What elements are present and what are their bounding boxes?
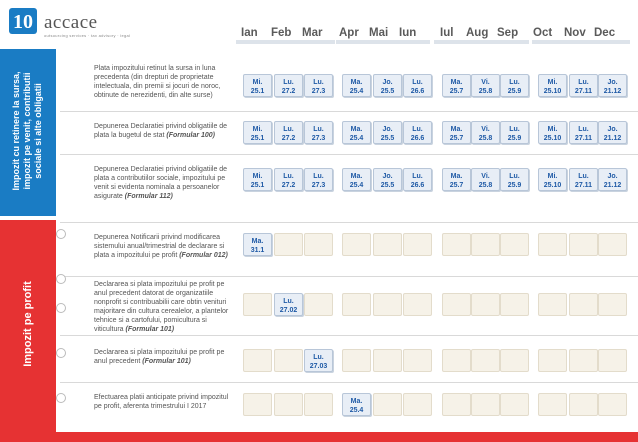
deadline-date: 27.03 (309, 363, 328, 370)
deadline-date: 27.11 (574, 88, 593, 95)
deadline-weekday: Jo. (382, 126, 393, 133)
deadline-date: 25.5 (380, 135, 395, 142)
deadline-weekday: Vi. (481, 126, 490, 133)
deadline-weekday: Mi. (547, 173, 558, 180)
deadline-cell (403, 74, 432, 97)
empty-cell (471, 233, 500, 256)
deadline-cell (373, 168, 402, 191)
obligation-text: Declararea si plata impozitului pe profit pe anul precedent datorat de organizatiile nonprofit si contribuabilii care obtin venituri majoritare din cultura cerealelor, a plantelor tehnice si a cartofului, pomicultura si viticultura (94, 281, 229, 333)
month-label: Feb (271, 27, 292, 39)
deadline-cell (373, 121, 402, 144)
deadline-date: 25.8 (478, 88, 493, 95)
deadline-cell (342, 168, 371, 191)
deadline-cell (274, 74, 303, 97)
footer-bar (0, 432, 638, 442)
section-withholding-title (6, 47, 50, 215)
empty-cell (538, 293, 567, 316)
empty-cell (243, 293, 272, 316)
deadline-weekday: Jo. (382, 79, 393, 86)
deadline-weekday: Jo. (607, 79, 618, 86)
deadline-weekday: Lu. (283, 298, 294, 305)
deadline-cell (538, 121, 567, 144)
deadline-weekday: Lu. (578, 79, 589, 86)
deadline-cell (471, 74, 500, 97)
empty-cell (598, 233, 627, 256)
obligation-text: Depunerea Declaratiei privind obligatiile de plata la bugetul de stat (94, 123, 228, 139)
deadline-cell (471, 121, 500, 144)
deadline-cell (304, 349, 333, 372)
deadline-date: 25.8 (478, 135, 493, 142)
quarter-band (532, 40, 630, 44)
deadline-date: 25.10 (543, 182, 562, 189)
empty-cell (471, 293, 500, 316)
empty-cell (442, 233, 471, 256)
deadline-date: 27.3 (311, 182, 326, 189)
deadline-date: 25.4 (349, 407, 364, 414)
deadline-cell (304, 121, 333, 144)
deadline-weekday: Mi. (252, 79, 263, 86)
binder-ring (56, 274, 66, 284)
deadline-date: 25.7 (449, 135, 464, 142)
deadline-weekday: Lu. (509, 79, 520, 86)
deadline-cell (342, 121, 371, 144)
row-separator (60, 222, 638, 223)
empty-cell (538, 349, 567, 372)
deadline-date: 25.8 (478, 182, 493, 189)
empty-cell (373, 293, 402, 316)
deadline-weekday: Lu. (509, 173, 520, 180)
deadline-date: 27.02 (279, 307, 298, 314)
deadline-date: 25.9 (507, 135, 522, 142)
section-title-line: sociale si alte obligatii (33, 83, 43, 179)
row-separator (60, 382, 638, 383)
month-label: Nov (564, 27, 586, 39)
obligation-text: Depunerea Declaratiei privind obligatiile de plata a contributiilor sociale, impozitului pe venit si evidenta nominala a persoanelor asigurate (94, 166, 228, 200)
empty-cell (500, 293, 529, 316)
row-separator (60, 276, 638, 277)
form-code: (Formular 101) (125, 326, 175, 333)
quarter-band (236, 40, 335, 44)
empty-cell (342, 349, 371, 372)
deadline-cell (598, 121, 627, 144)
empty-cell (373, 233, 402, 256)
empty-cell (442, 349, 471, 372)
month-label: Iun (399, 27, 417, 39)
deadline-date: 25.4 (349, 135, 364, 142)
deadline-weekday: Jo. (382, 173, 393, 180)
deadline-cell (598, 74, 627, 97)
binder-ring (56, 303, 66, 313)
empty-cell (403, 349, 432, 372)
deadline-weekday: Ma. (350, 126, 363, 133)
deadline-weekday: Ma. (350, 79, 363, 86)
deadline-date: 21.12 (603, 135, 622, 142)
deadline-cell (403, 121, 432, 144)
binder-ring (56, 348, 66, 358)
deadline-weekday: Lu. (412, 79, 423, 86)
deadline-weekday: Lu. (412, 173, 423, 180)
empty-cell (243, 393, 272, 416)
deadline-cell (342, 393, 371, 416)
deadline-date: 26.6 (410, 88, 425, 95)
deadline-weekday: Ma. (450, 173, 463, 180)
section-title-line: Impozit cu retinere la sursa, (11, 71, 21, 191)
empty-cell (274, 393, 303, 416)
header (0, 0, 638, 47)
deadline-cell (538, 168, 567, 191)
deadline-weekday: Lu. (578, 126, 589, 133)
deadline-cell (538, 74, 567, 97)
deadline-date: 25.5 (380, 88, 395, 95)
deadline-cell (243, 233, 272, 256)
deadline-date: 25.9 (507, 182, 522, 189)
empty-cell (569, 349, 598, 372)
deadline-cell (569, 168, 598, 191)
month-label: Aug (466, 27, 489, 39)
deadline-cell (304, 168, 333, 191)
empty-cell (442, 293, 471, 316)
quarter-band (336, 40, 430, 44)
empty-cell (442, 393, 471, 416)
section-profit-tax-band (0, 220, 56, 432)
empty-cell (538, 393, 567, 416)
deadline-weekday: Lu. (412, 126, 423, 133)
deadline-date: 27.2 (281, 135, 296, 142)
accace-logo-icon (8, 6, 38, 36)
empty-cell (373, 349, 402, 372)
month-label: Ian (241, 27, 258, 39)
quarter-band (434, 40, 529, 44)
deadline-date: 25.7 (449, 182, 464, 189)
deadline-date: 27.11 (574, 182, 593, 189)
empty-cell (598, 293, 627, 316)
deadline-weekday: Jo. (607, 173, 618, 180)
empty-cell (569, 293, 598, 316)
form-code: (Formular 100) (166, 132, 216, 139)
empty-cell (403, 233, 432, 256)
obligation-description (94, 280, 232, 334)
month-label: Mar (302, 27, 323, 39)
deadline-cell (243, 121, 272, 144)
empty-cell (569, 393, 598, 416)
deadline-weekday: Lu. (509, 126, 520, 133)
empty-cell (373, 393, 402, 416)
deadline-cell (274, 168, 303, 191)
deadline-date: 27.3 (311, 88, 326, 95)
deadline-date: 25.9 (507, 88, 522, 95)
month-label: Oct (533, 27, 553, 39)
deadline-cell (569, 74, 598, 97)
empty-cell (304, 233, 333, 256)
deadline-weekday: Vi. (481, 173, 490, 180)
month-label: Sep (497, 27, 519, 39)
deadline-weekday: Ma. (450, 79, 463, 86)
deadline-weekday: Mi. (547, 126, 558, 133)
svg-text:10: 10 (13, 11, 33, 33)
brand-name: accace (44, 12, 98, 33)
deadline-weekday: Lu. (313, 126, 324, 133)
deadline-date: 25.10 (543, 88, 562, 95)
empty-cell (500, 233, 529, 256)
deadline-cell (274, 121, 303, 144)
deadline-cell (442, 168, 471, 191)
deadline-cell (500, 74, 529, 97)
form-code: (Formular 112) (124, 193, 173, 200)
section-withholding-band (0, 49, 56, 216)
deadline-date: 21.12 (603, 182, 622, 189)
deadline-date: 26.6 (410, 182, 425, 189)
obligation-description (94, 393, 232, 411)
deadline-cell (304, 74, 333, 97)
deadline-cell (274, 293, 303, 316)
obligation-text: Declararea si plata impozitului pe profit pe anul precedent (94, 349, 225, 365)
deadline-date: 25.10 (543, 135, 562, 142)
obligation-text: Plata impozitului retinut la sursa in luna precedenta (din drepturi de proprietate intelectuala, din premii si jocuri de noroc, obtinute de nerezidenti, din alte surse) (94, 65, 221, 99)
obligation-description (94, 122, 232, 140)
deadline-weekday: Lu. (313, 79, 324, 86)
obligation-text: Efectuarea platii anticipate privind impozitul pe profit, aferenta trimestrului I 2017 (94, 394, 229, 410)
deadline-cell (598, 168, 627, 191)
deadline-weekday: Mi. (547, 79, 558, 86)
empty-cell (403, 393, 432, 416)
empty-cell (243, 349, 272, 372)
deadline-date: 25.7 (449, 88, 464, 95)
empty-cell (569, 233, 598, 256)
deadline-weekday: Mi. (252, 173, 263, 180)
deadline-weekday: Ma. (450, 126, 463, 133)
deadline-weekday: Lu. (313, 354, 324, 361)
deadline-date: 21.12 (603, 88, 622, 95)
section-title-line: Impozit pe profit (22, 281, 34, 367)
obligation-description (94, 233, 232, 260)
empty-cell (403, 293, 432, 316)
empty-cell (471, 349, 500, 372)
row-separator (60, 111, 638, 112)
deadline-cell (243, 74, 272, 97)
binder-ring (56, 393, 66, 403)
obligation-text: Depunerea Notificarii privind modificarea sistemului anual/trimestrial de declarare si plata a impozitului pe profit (94, 234, 225, 259)
deadline-weekday: Lu. (313, 173, 324, 180)
empty-cell (598, 349, 627, 372)
deadline-date: 27.2 (281, 182, 296, 189)
month-label: Mai (369, 27, 389, 39)
brand-tagline: outsourcing services · tax advisory · legal (44, 33, 131, 38)
deadline-date: 25.4 (349, 182, 364, 189)
deadline-weekday: Ma. (350, 173, 363, 180)
empty-cell (500, 349, 529, 372)
deadline-weekday: Ma. (350, 398, 363, 405)
deadline-cell (403, 168, 432, 191)
deadline-cell (373, 74, 402, 97)
form-code: (Formular 012) (179, 252, 228, 259)
empty-cell (342, 293, 371, 316)
deadline-weekday: Jo. (607, 126, 618, 133)
month-label: Dec (594, 27, 616, 39)
obligation-description (94, 348, 232, 366)
empty-cell (342, 233, 371, 256)
deadline-date: 31.1 (250, 247, 265, 254)
deadline-date: 26.6 (410, 135, 425, 142)
deadline-weekday: Lu. (283, 126, 294, 133)
deadline-cell (243, 168, 272, 191)
empty-cell (598, 393, 627, 416)
empty-cell (274, 349, 303, 372)
deadline-weekday: Lu. (283, 79, 294, 86)
empty-cell (304, 293, 333, 316)
deadline-date: 25.1 (250, 135, 265, 142)
empty-cell (471, 393, 500, 416)
deadline-date: 25.1 (250, 182, 265, 189)
form-code: (Formular 101) (142, 358, 191, 365)
deadline-date: 27.2 (281, 88, 296, 95)
row-separator (60, 154, 638, 155)
deadline-cell (500, 168, 529, 191)
section-profit-tax-title (18, 224, 38, 424)
empty-cell (304, 393, 333, 416)
deadline-cell (500, 121, 529, 144)
deadline-cell (442, 74, 471, 97)
deadline-date: 25.4 (349, 88, 364, 95)
deadline-cell (442, 121, 471, 144)
deadline-date: 27.3 (311, 135, 326, 142)
empty-cell (500, 393, 529, 416)
deadline-cell (471, 168, 500, 191)
section-title-line: impozit pe venit, contributii (22, 72, 32, 190)
deadline-date: 25.1 (250, 88, 265, 95)
empty-cell (538, 233, 567, 256)
deadline-weekday: Ma. (251, 238, 264, 245)
empty-cell (274, 233, 303, 256)
month-label: Iul (440, 27, 454, 39)
deadline-date: 25.5 (380, 182, 395, 189)
row-separator (60, 335, 638, 336)
obligation-description (94, 165, 232, 201)
binder-ring (56, 229, 66, 239)
deadline-cell (569, 121, 598, 144)
deadline-weekday: Mi. (252, 126, 263, 133)
accace-logo (8, 6, 168, 40)
deadline-date: 27.11 (574, 135, 593, 142)
obligation-description (94, 64, 232, 100)
deadline-weekday: Vi. (481, 79, 490, 86)
month-label: Apr (339, 27, 359, 39)
deadline-cell (342, 74, 371, 97)
deadline-weekday: Lu. (578, 173, 589, 180)
deadline-weekday: Lu. (283, 173, 294, 180)
